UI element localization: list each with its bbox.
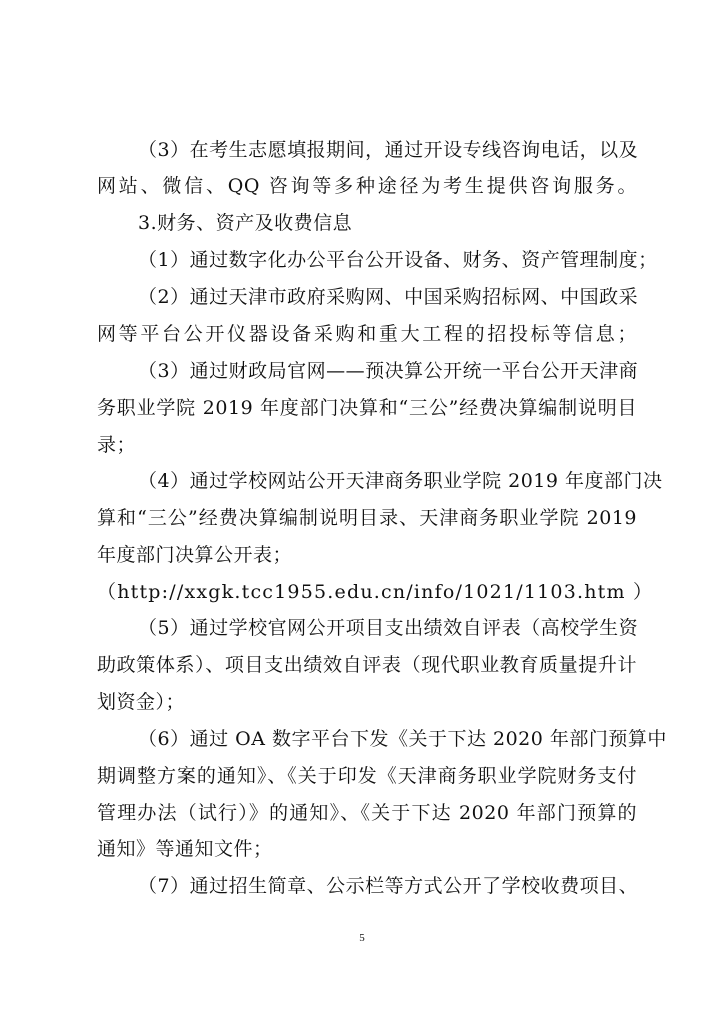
paragraph-3-3b-line-3: 录； [97,434,137,456]
paragraph-3-2-line-2: 网等平台公开仪器设备采购和重大工程的招投标等信息； [97,323,637,345]
paragraph-3-5-line-2: 助政策体系）、项目支出绩效自评表（现代职业教育质量提升计 [97,654,637,676]
paragraph-3-5-line-3: 划资金）； [97,691,186,713]
paragraph-3-5-line-1: （5）通过学校官网公开项目支出绩效自评表（高校学生资 [138,617,639,639]
paragraph-3-4-line-3: 年度部门决算公开表； [97,544,293,566]
paragraph-3-1-line-1: （1）通过数字化办公平台公开设备、财务、资产管理制度； [138,249,658,271]
paragraph-3-4-line-1: （4）通过学校网站公开天津商务职业学院 2019 年度部门决 [138,470,663,492]
paragraph-3-6-line-4: 通知》等通知文件； [97,838,273,860]
paragraph-3-3b-line-1: （3）通过财政局官网——预决算公开统一平台公开天津商 [138,360,639,382]
paragraph-3-2-line-1: （2）通过天津市政府采购网、中国采购招标网、中国政采 [138,286,639,308]
url-link[interactable]: （http://xxgk.tcc1955.edu.cn/info/1021/1103.htm ） [97,581,654,603]
section-heading-3: 3.财务、资产及收费信息 [138,212,353,234]
paragraph-3-6-line-1: （6）通过 OA 数字平台下发《关于下达 2020 年部门预算中 [138,728,667,750]
paragraph-3-6-line-3: 管理办法（试行）》的通知》、《关于下达 2020 年部门预算的 [97,802,637,824]
page-number: 5 [359,932,365,944]
paragraph-3-3-line-1: （3）在考生志愿填报期间，通过开设专线咨询电话，以及 [138,139,639,161]
paragraph-3-3b-line-2: 务职业学院 2019 年度部门决算和“三公”经费决算编制说明目 [97,397,637,419]
paragraph-3-7-line-1: （7）通过招生简章、公示栏等方式公开了学校收费项目、 [138,875,639,897]
paragraph-3-6-line-2: 期调整方案的通知》、《关于印发《天津商务职业学院财务支付 [97,765,637,787]
paragraph-3-4-line-2: 算和“三公”经费决算编制说明目录、天津商务职业学院 2019 [97,507,637,529]
paragraph-3-3-line-2: 网站、微信、QQ 咨询等多种途径为考生提供咨询服务。 [97,175,637,197]
